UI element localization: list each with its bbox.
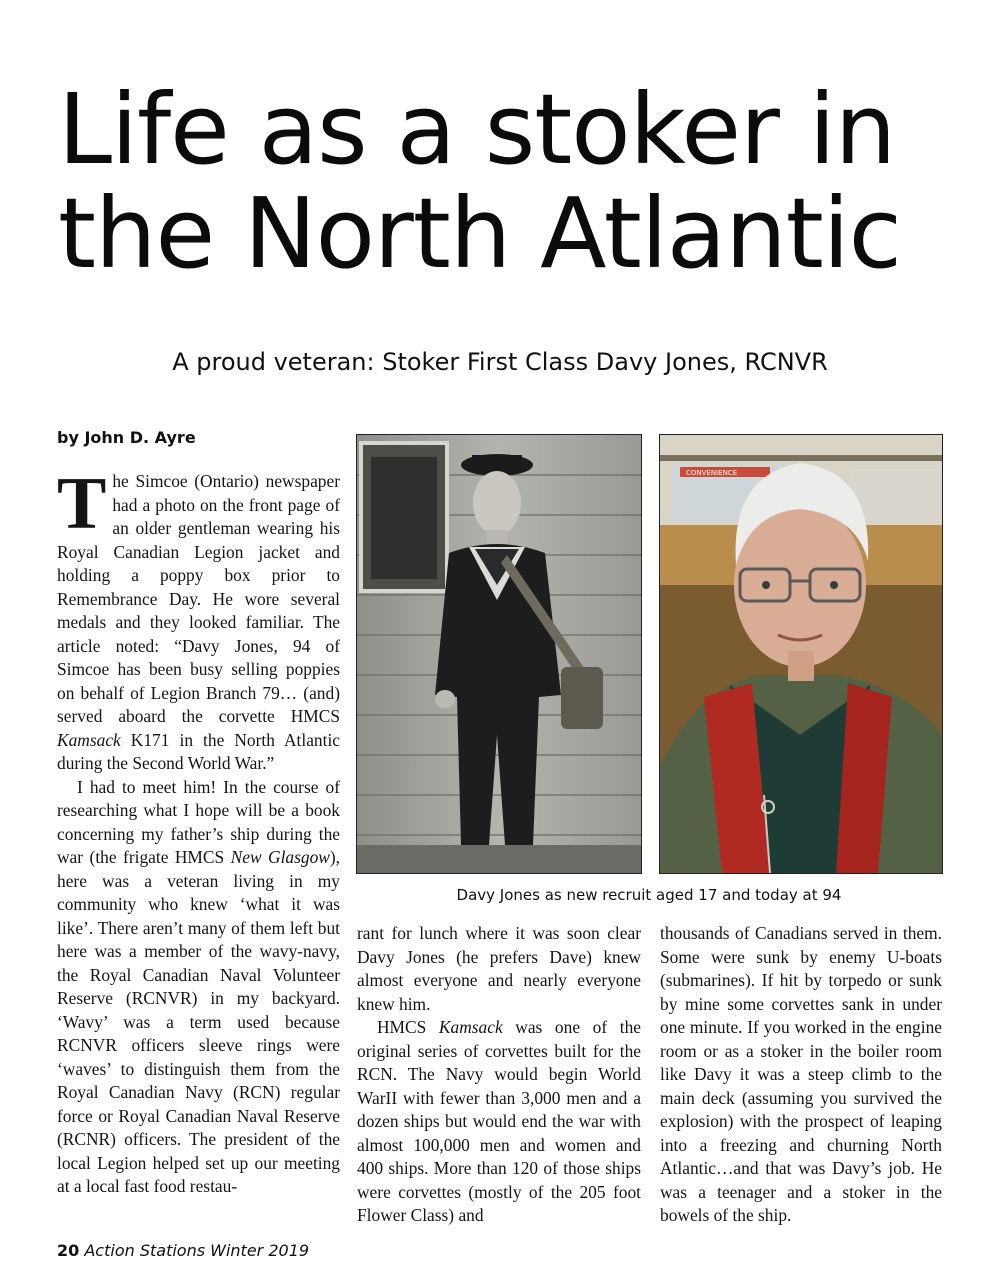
paragraph-4-lead: HMCS (377, 1017, 439, 1037)
photo-caption: Davy Jones as new recruit aged 17 and today at 94 (456, 886, 842, 904)
sailor-bw-illustration (357, 435, 641, 873)
ship-name: Kamsack (438, 1017, 503, 1037)
title-line-2: the North Atlantic (58, 177, 902, 290)
veteran-illustration (660, 435, 942, 873)
photo-veteran-today (659, 434, 943, 874)
article-column-2 (357, 922, 641, 1228)
article-column-1 (57, 463, 341, 1199)
article-subtitle: A proud veteran: Stoker First Class Davy Jones, RCNVR (172, 348, 828, 376)
paragraph-3: rant for lunch where it was soon clear Davy Jones (he prefers Dave) knew almost everyone and nearly everyone knew him. (357, 923, 641, 1014)
publication-name: Action Stations Winter 2019 (84, 1241, 310, 1260)
article-title (58, 73, 958, 290)
byline: by John D. Ayre (57, 428, 196, 447)
ship-name: Kamsack (57, 729, 121, 750)
paragraph-1-text-b: K171 in the North Atlantic during the Second World War.” (57, 729, 340, 773)
article-column-3 (660, 922, 942, 1228)
paragraph-5: thousands of Canadians served in them. Some were sunk by enemy U-boats (submarines). If hit by torpedo or sunk by mine some corvettes sank in under one minute. If you worked in the engine room or as a stoker in the boiler room like Davy it was a steep climb to the main deck (assuming you survived the explosion) with the prospect of leaping into a freezing and churning North Atlantic…and that was Davy’s job. He was a teenager and a stoker in the bowels of the ship. (660, 923, 942, 1225)
ship-name: New Glasgow (230, 847, 330, 867)
paragraph-4-text: was one of the original series of corvettes built for the RCN. The Navy would begin World WarII with fewer than 3,000 men and a dozen ships but would end the war with almost 100,000 men and women and 400 ships. More than 120 of those ships were corvettes (mostly of the 205 foot Flower Class) and (357, 1017, 641, 1225)
store-sign-text: CONVENIENCE (686, 469, 738, 477)
page-number: 20 (57, 1241, 80, 1260)
drop-cap: T (57, 463, 107, 545)
paragraph-2 (57, 776, 340, 1199)
title-line-1: Life as a stoker in (58, 73, 896, 186)
photo-young-sailor (356, 434, 642, 874)
page-footer (57, 1241, 309, 1260)
paragraph-4 (357, 1016, 641, 1228)
paragraph-1-text-a: he Simcoe (Ontario) newspaper had a photo on the front page of an older gentleman wearing his Royal Canadian Legion jacket and holding a poppy box prior to Remembrance Day. He wore several medals and they looked familiar. The article noted: “Davy Jones, 94 of Simcoe has been busy selling poppies on behalf of Legion Branch 79… (and) served aboard the corvette HMCS (57, 471, 340, 726)
paragraph-2-text-b: ), here was a veteran living in my community who knew ‘what it was like’. There aren’t many of them left but here was a member of the wavy-navy, the Royal Canadian Naval Volunteer Reserve (RCNVR) in my backyard. ‘Wavy’ was a term used because RCNVR officers sleeve rings were ‘waves’ to distinguish them from the Royal Canadian Navy (RCN) regular force or Royal Canadian Naval Reserve (RCNR) officers. The president of the local Legion helped set up our meeting at a local fast food restau- (57, 847, 341, 1196)
paragraph-1 (57, 463, 340, 776)
paragraph-2-text-a: I had to meet him! In the course of researching what I hope will be a book concerning my father’s ship during the war (the frigate HMCS (57, 776, 340, 867)
